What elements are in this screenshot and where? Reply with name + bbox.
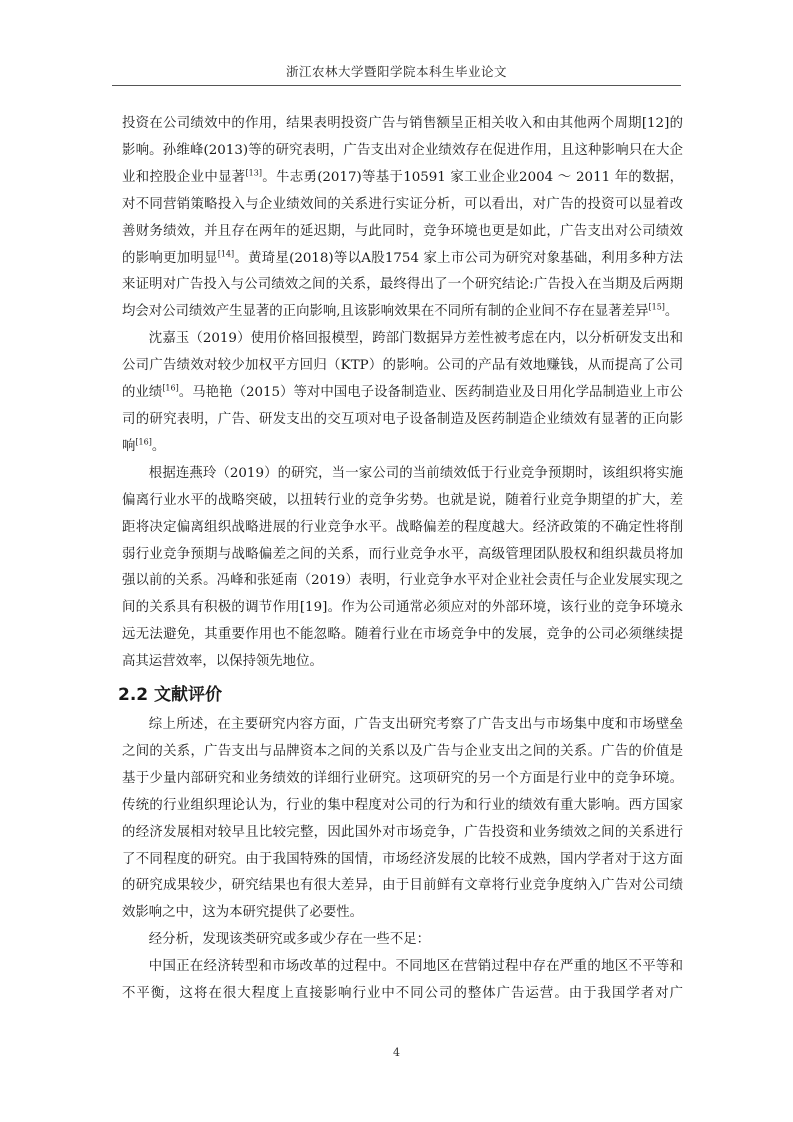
paragraph-2: [122, 326, 683, 461]
paragraph-5: 经分析，发现该类研究或多或少存在一些不足：: [148, 932, 430, 948]
page-body: [118, 111, 684, 1008]
citation-14: [14]: [217, 249, 235, 259]
running-header: 浙江农林大学暨阳学院本科生毕业论文: [285, 64, 507, 79]
paragraph-4: 综上所述，在主要研究内容方面，广告支出研究考察了广告支出与市场集中度和市场壁垒之间的关系，广告支出与品牌资本之间的关系以及广告与企业支出之间的关系。广告的价值是基于少量内部研究和业务绩效的详细行业研究。这项研究的另一个方面是行业中的竞争环境。传统的行业组织理论认为，行业的集中程度对公司的行为和行业的绩效有重大影响。西方国家的经济发展相对较早且比较完整，因此国外对市场竞争，广告投资和业务绩效之间的关系进行了不同程度的研究。由于我国特殊的国情，市场经济发展的比较不成熟，国内学者对于这方面的研究成果较少，研究结果也有很大差异，由于目前鲜有文章将行业竞争度纳入广告对公司绩效影响之中，这为本研究提供了必要性。: [122, 717, 683, 921]
paragraph-2-text-c: 。: [151, 438, 166, 454]
paragraph-1-text-d: 。: [664, 304, 679, 320]
citation-13: [13]: [245, 168, 262, 178]
paragraph-1: [122, 111, 683, 326]
paragraph-1-text-b: 。牛志勇(2017)等基于10591 家工业企业2004 ～ 2011 年的数据，对不同营销策略投入与企业绩效间的关系进行实证分析，可以看出，对广告的投资可以显着改善财务绩效，并且存在两年的延迟期，与此同时，竞争环境也更是如此，广告支出对公司绩效的影响更加明显: [122, 169, 683, 266]
paragraph-2-text-a: 沈嘉玉（2019）使用价格回报模型，跨部门数据异方差性被考虑在内，以分析研发支出和公司广告绩效对较少加权平方回归（KTP）的影响。公司的产品有效地赚钱，从而提高了公司的业绩: [122, 331, 683, 401]
citation-16a: [16]: [162, 383, 179, 393]
section-heading: 2.2 文献评价: [118, 685, 223, 706]
citation-15: [15]: [648, 302, 665, 312]
header-rule: [112, 85, 681, 86]
paragraph-3: 根据连燕玲（2019）的研究，当一家公司的当前绩效低于行业竞争预期时，该组织将实施偏离行业水平的战略突破，以扭转行业的竞争劣势。也就是说，随着行业竞争期望的扩大，差距将决定偏离组织战略进展的行业竞争水平。战略偏差的程度越大。经济政策的不确定性将削弱行业竞争预期与战略偏差之间的关系，而行业竞争水平，高级管理团队股权和组织裁员将加强以前的关系。冯峰和张延南（2019）表明，行业竞争水平对企业社会责任与企业发展实现之间的关系具有积极的调节作用[19]。作为公司通常必须应对的外部环境，该行业的竞争环境永远无法避免，其重要作用也不能忽略。随着行业在市场竞争中的发展，竞争的公司必须继续提高其运营效率，以保持领先地位。: [122, 465, 683, 670]
page-number: 4: [393, 1046, 400, 1059]
citation-16b: [16]: [135, 437, 152, 447]
paragraph-2-text-b: 。马艳艳（2015）等对中国电子设备制造业、医药制造业及日用化学品制造业上市公司的研究表明，广告、研发支出的交互项对电子设备制造及医药制造企业绩效有显著的正向影响: [122, 385, 684, 454]
paragraph-1-text-a: 投资在公司绩效中的作用，结果表明投资广告与销售额呈正相关收入和由其他两个周期[12]的影响。孙维峰(2013)等的研究表明，广告支出对企业绩效存在促进作用，且这种影响只在大企业和控股企业中显著: [122, 116, 683, 185]
paragraph-6: 中国正在经济转型和市场改革的过程中。不同地区在营销过程中存在严重的地区不平等和不平衡，这将在很大程度上直接影响行业中不同公司的整体广告运营。由于我国学者对广: [122, 959, 683, 1002]
paragraph-1-text-c: 。黄琦星(2018)等以A股1754 家上市公司为研究对象基础，利用多种方法来证明对广告投入与公司绩效之间的关系，最终得出了一个研究结论:广告投入在当期及后两期均会对公司绩效产生显著的正向影响,且该影响效果在不同所有制的企业间不存在显著差异: [122, 250, 684, 320]
